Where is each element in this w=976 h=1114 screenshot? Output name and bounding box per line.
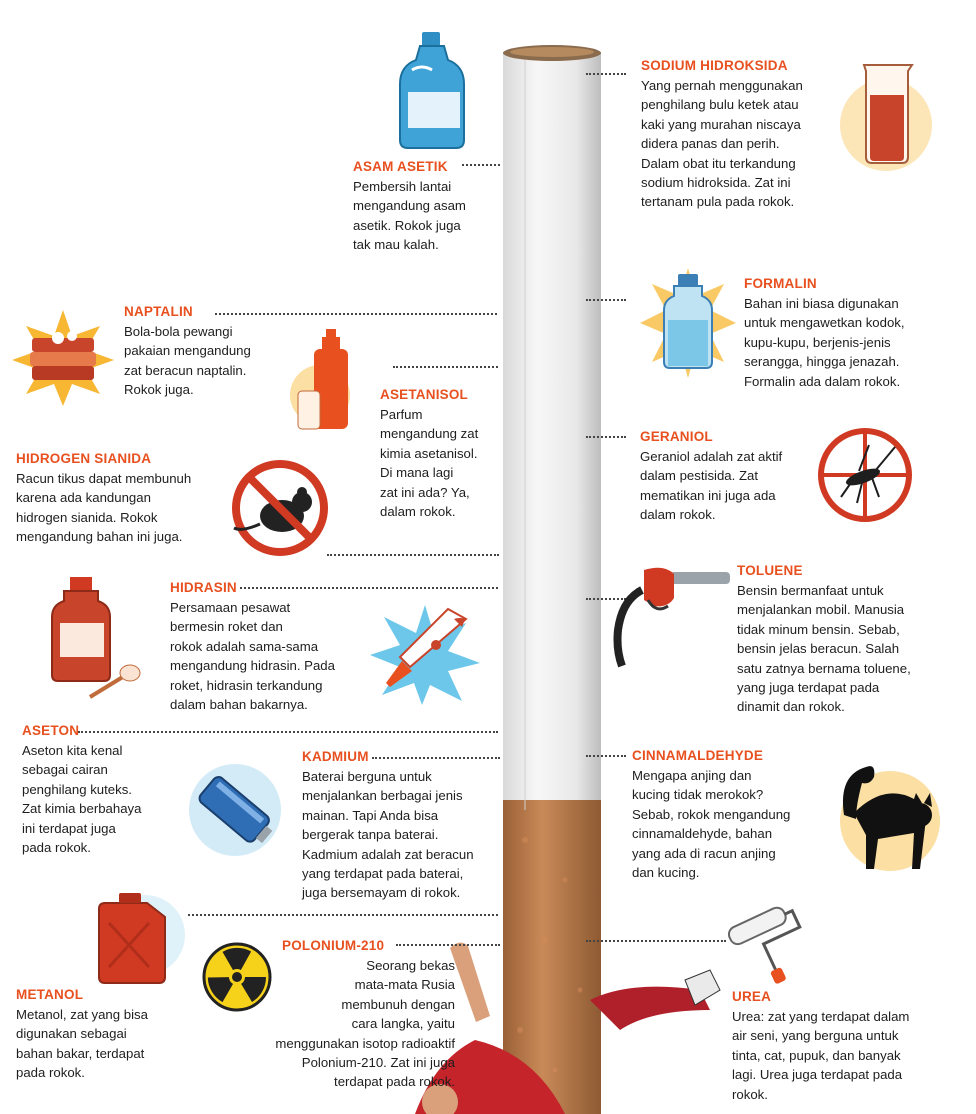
- paint-roller-icon: [720, 895, 810, 985]
- hidrasin-title: HIDRASIN: [170, 580, 237, 595]
- leader-line: [586, 436, 626, 438]
- polonium-block: [270, 937, 455, 1092]
- asam-asetik-title: ASAM ASETIK: [353, 159, 448, 174]
- asetanisol-block: [380, 386, 478, 521]
- toluene-block: [737, 562, 911, 717]
- jerrycan-icon: [95, 885, 185, 985]
- leader-line: [586, 299, 626, 301]
- geraniol-title: GERANIOL: [640, 429, 713, 444]
- formalin-title: FORMALIN: [744, 276, 817, 291]
- no-mosquito-icon: [815, 425, 915, 525]
- detergent-bottle-icon: [398, 30, 470, 150]
- leader-line: [188, 914, 498, 916]
- geraniol-block: [640, 428, 782, 525]
- metanol-block: [16, 986, 148, 1083]
- aseton-block: [22, 722, 141, 857]
- leader-line: [215, 313, 497, 315]
- folded-clothes-icon: [8, 308, 118, 408]
- aseton-title: ASETON: [22, 723, 80, 738]
- cinnam-title: CINNAMALDEHYDE: [632, 748, 764, 763]
- naptalin-text: Bola-bola pewangi pakaian mengandung zat beracun naptalin. Rokok juga.: [124, 324, 251, 398]
- hidrogen-text: Racun tikus dapat membunuh karena ada kandungan hidrogen sianida. Rokok mengandung bahan ini juga.: [16, 471, 192, 545]
- toluene-text: Bensin bermanfaat untuk menjalankan mobil. Manusia tidak minum bensin. Sebab, bensin jelas beracun. Salah satu zatnya bernama toluene, yang juga terdapat pada dinamit dan rokok.: [737, 583, 911, 715]
- polonium-text: Seorang bekas mata-mata Rusia membunuh dengan cara langka, yaitu menggunakan isotop radioaktif Polonium-210. Zat ini juga terdapat pada rokok.: [275, 958, 455, 1090]
- leader-line: [586, 73, 626, 75]
- battery-icon: [185, 760, 285, 860]
- naptalin-title: NAPTALIN: [124, 304, 193, 319]
- hidrogen-title: HIDROGEN SIANIDA: [16, 451, 152, 466]
- leader-line: [462, 164, 500, 166]
- asam-asetik-text: Pembersih lantai mengandung asam asetik. Rokok juga tak mau kalah.: [353, 179, 466, 253]
- perfume-spray-icon: [290, 325, 370, 435]
- asetanisol-title: ASETANISOL: [380, 387, 469, 402]
- sodium-title: SODIUM HIDROKSIDA: [641, 58, 788, 73]
- toluene-title: TOLUENE: [737, 563, 803, 578]
- cinnam-text: Mengapa anjing dan kucing tidak merokok? Sebab, rokok mengandung cinnamaldehyde, bahan yang ada di racun anjing dan kucing.: [632, 768, 791, 881]
- formalin-block: [744, 275, 905, 391]
- formalin-text: Bahan ini biasa digunakan untuk mengawetkan kodok, kupu-kupu, berjenis-jenis serangga, hingga jenazah. Formalin ada dalam rokok.: [744, 296, 905, 389]
- urea-block: [732, 988, 909, 1104]
- medicine-bottle-icon: [50, 575, 150, 705]
- leader-line: [586, 940, 726, 942]
- urea-title: UREA: [732, 989, 772, 1004]
- beaker-icon: [836, 55, 936, 175]
- geraniol-text: Geraniol adalah zat aktif dalam pestisida. Zat mematikan ini juga ada dalam rokok.: [640, 449, 783, 523]
- cinnam-block: [632, 747, 790, 882]
- leader-line: [393, 366, 498, 368]
- naptalin-block: [124, 303, 251, 400]
- sodium-text: Yang pernah menggunakan penghilang bulu ketek atau kaki yang murahan niscaya didera panas dan perih. Dalam obat itu terkandung sodium hidroksida. Zat ini tertanam pula pada rokok.: [641, 78, 803, 210]
- rocket-icon: [370, 605, 480, 705]
- kadmium-block: [302, 748, 474, 903]
- leader-line: [586, 755, 626, 757]
- formalin-bottle-icon: [640, 268, 736, 378]
- polonium-title: POLONIUM-210: [282, 938, 385, 953]
- no-rat-icon: [230, 458, 330, 558]
- sodium-block: [641, 57, 803, 212]
- asam-asetik-block: [353, 158, 466, 255]
- kadmium-title: KADMIUM: [302, 749, 369, 764]
- fuel-nozzle-icon: [604, 560, 734, 670]
- urea-text: Urea: zat yang terdapat dalam air seni, yang berguna untuk tinta, cat, pupuk, dan banyak lagi. Urea juga terdapat pada rokok.: [732, 1009, 910, 1102]
- asetanisol-text: Parfum mengandung zat kimia asetanisol. Di mana lagi zat ini ada? Ya, dalam rokok.: [380, 407, 479, 520]
- hidrasin-text: Persamaan pesawat bermesin roket dan rokok adalah sama-sama mengandung hidrasin. Pada roket, hidrasin terkandung dalam bahan bakarnya.: [170, 600, 335, 713]
- radiation-icon: [202, 942, 272, 1012]
- hidrogen-block: [16, 450, 191, 547]
- hidrasin-block: [170, 579, 335, 714]
- black-cat-icon: [830, 755, 940, 880]
- kadmium-text: Baterai berguna untuk menjalankan berbagai jenis mainan. Tapi Anda bisa bergerak tanpa baterai. Kadmium adalah zat beracun yang terdapat pada baterai, juga bersemayam di rokok.: [302, 769, 474, 901]
- metanol-text: Metanol, zat yang bisa digunakan sebagai bahan bakar, terdapat pada rokok.: [16, 1007, 148, 1081]
- metanol-title: METANOL: [16, 987, 84, 1002]
- leader-line: [327, 554, 499, 556]
- aseton-text: Aseton kita kenal sebagai cairan penghilang kuteks. Zat kimia berbahaya ini terdapat juga pada rokok.: [22, 743, 142, 856]
